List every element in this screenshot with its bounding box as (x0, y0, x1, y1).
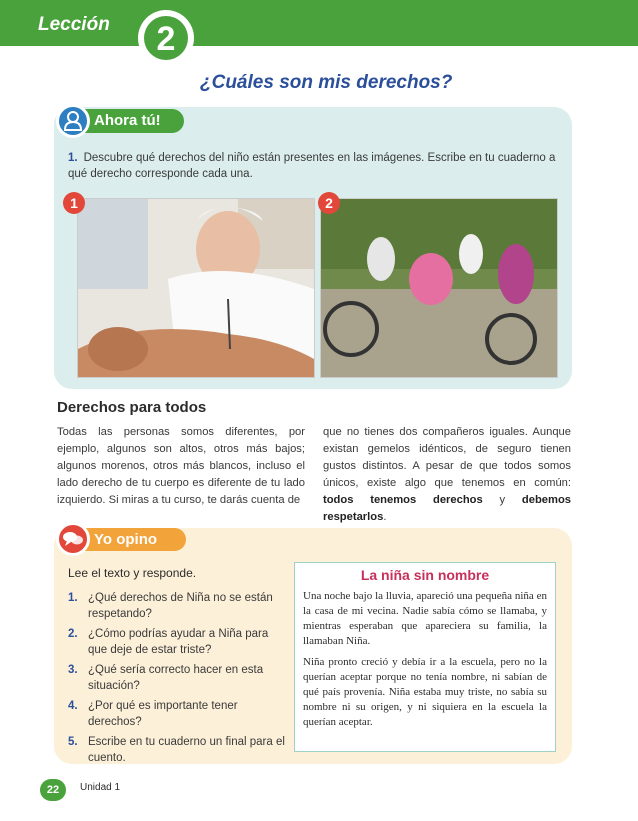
list-item (68, 626, 288, 658)
person-icon (56, 104, 90, 138)
list-item (68, 698, 288, 730)
story-paragraph-1: Una noche bajo la lluvia, apareció una pequeña niña en la casa de mi vecina. Nadie sabía cómo se llamaba, y mientras esperaban que apareciera su familia, la llamaban Niña. (303, 590, 547, 647)
connector-text: y (482, 494, 522, 506)
story-box (294, 562, 556, 752)
page-number: 22 (40, 779, 66, 801)
body-text-right (323, 424, 571, 526)
lesson-label: Lección (38, 14, 110, 35)
body-text-end: . (383, 511, 387, 523)
question-number: 2. (68, 628, 78, 640)
activity-question (68, 150, 560, 182)
question-text: ¿Cómo podrías ayudar a Niña para que deje de estar triste? (88, 628, 269, 656)
instruction-text: Lee el texto y responde. (68, 566, 197, 580)
question-number: 1. (68, 592, 78, 604)
question-text: ¿Qué derechos de Niña no se están respetando? (88, 592, 273, 620)
lesson-number: 2 (144, 16, 188, 60)
question-list (68, 590, 288, 770)
question-number: 3. (68, 664, 78, 676)
section-heading: Derechos para todos (57, 399, 207, 416)
question-number: 4. (68, 700, 78, 712)
unit-label: Unidad 1 (80, 782, 121, 793)
question-text: Descubre qué derechos del niño están presentes en las imágenes. Escribe en tu cuaderno a qué derecho corresponde cada una. (68, 152, 556, 180)
list-item (68, 662, 288, 694)
body-text-right-start: que no tienes dos compañeros iguales. Aunque existan gemelos idénticos, de seguro tienen gustos distintos. A pesar de que todos somos únicos, existe algo que tenemos en común: (323, 426, 571, 489)
emphasis-debemos-respetarlos: debemos respetarlos (323, 494, 572, 523)
body-text-left: Todas las personas somos diferentes, por ejemplo, algunos son altos, otros más bajos; algunos morenos, otros más blancos, incluso el lado derecho de tu cuerpo es diferente de tu lado izquierdo. Si miras a tu curso, te darás cuenta de (57, 426, 305, 506)
emphasis-todos-tenemos-derechos: todos tenemos derechos (323, 494, 483, 506)
image-badge-1: 1 (63, 192, 85, 214)
children-playing-photo (320, 198, 558, 378)
doctor-examining-child-photo (77, 198, 315, 378)
question-number: 1. (68, 152, 78, 164)
yo-opino-tab: Yo opino (78, 528, 186, 551)
ahora-tu-tab: Ahora tú! (78, 109, 184, 133)
story-title: La niña sin nombre (360, 567, 490, 583)
image-badge-2: 2 (318, 192, 340, 214)
question-text: Escribe en tu cuaderno un final para el cuento. (88, 736, 285, 764)
page-title: ¿Cuáles son mis derechos? (200, 72, 453, 93)
speech-bubbles-icon (56, 522, 90, 556)
list-item (68, 734, 288, 766)
question-text: ¿Qué sería correcto hacer en esta situación? (88, 664, 264, 692)
question-text: ¿Por qué es importante tener derechos? (88, 700, 238, 728)
story-paragraph-2: Niña pronto creció y debía ir a la escuela, pero no la querían aceptar porque no tenía nombre, ni sabían de qué país provenía. Niña estaba muy triste, no sabía su nombre ni su origen, y ni siquiera en la escuela la querían aceptar. (303, 656, 547, 728)
question-number: 5. (68, 736, 78, 748)
list-item (68, 590, 288, 622)
